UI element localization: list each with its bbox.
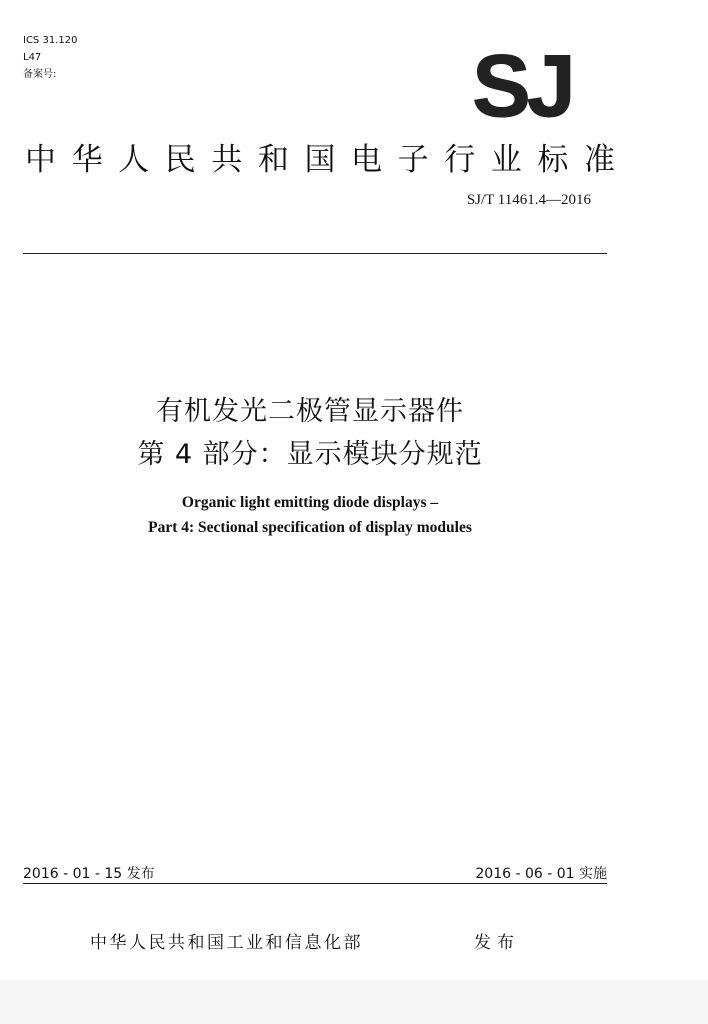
filing-number-label: 备案号: <box>23 69 57 80</box>
standard-type-char: 共 <box>211 141 243 178</box>
standard-type-char: 业 <box>490 141 522 178</box>
title-english-line-2: Part 4: Sectional specification of display modules <box>148 519 472 536</box>
sj-logo-icon <box>460 46 584 122</box>
standard-type-char: 标 <box>537 141 569 178</box>
title-chinese-line-2: 第 4 部分：显示模块分规范 <box>137 439 483 470</box>
sj-logo-text: SJ <box>472 46 572 122</box>
standard-type-heading <box>25 132 615 180</box>
standard-type-char: 国 <box>304 141 336 178</box>
standard-type-char: 华 <box>71 141 103 178</box>
footer-divider <box>23 883 607 884</box>
ccs-code: L47 <box>23 52 42 63</box>
page-margin-bottom <box>0 980 708 1024</box>
standard-type-char: 准 <box>583 141 615 178</box>
ics-code: ICS 31.120 <box>23 35 78 46</box>
title-english-line-1: Organic light emitting diode displays – <box>181 494 439 511</box>
standard-type-char: 行 <box>444 141 476 178</box>
standard-number: SJ/T 11461.4—2016 <box>466 192 591 208</box>
publisher-name: 中华人民共和国工业和信息化部 <box>90 933 363 953</box>
header-divider <box>23 253 607 254</box>
title-chinese-line-1: 有机发光二极管显示器件 <box>156 396 464 427</box>
standard-type-char: 民 <box>164 141 196 178</box>
page-margin-right <box>634 0 708 1024</box>
standard-type-char: 电 <box>351 141 383 178</box>
standard-type-char: 中 <box>25 141 56 178</box>
issue-date: 2016 - 01 - 15 发布 <box>23 866 155 882</box>
standard-type-char: 人 <box>118 141 150 178</box>
publish-label: 发布 <box>474 933 520 953</box>
standard-type-char: 和 <box>257 141 289 178</box>
standard-type-char: 子 <box>397 141 429 178</box>
header-meta <box>23 32 77 83</box>
implementation-date: 2016 - 06 - 01 实施 <box>475 866 607 882</box>
